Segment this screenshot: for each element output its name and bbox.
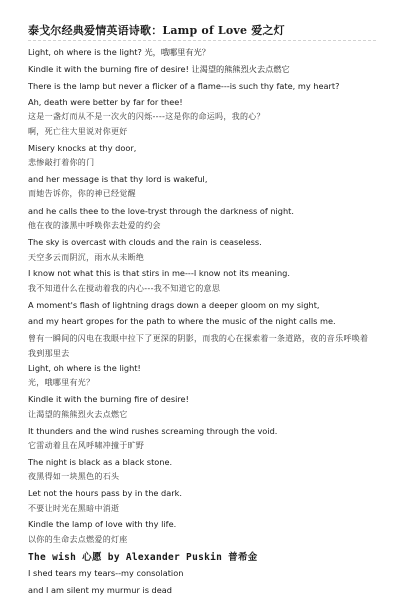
poem-line: A moment's flash of lightning drags down a deeper gloom on my sight, <box>28 300 320 310</box>
poem-line: 这是一盏灯而从不是一次火的闪烁----这是你的命运吗，我的心？ <box>28 112 265 121</box>
poem-line: and my heart gropes for the path to where the music of the night calls me. <box>28 316 336 326</box>
poem-line: and he calls thee to the love-tryst through the darkness of night. <box>28 206 294 216</box>
document-title: 泰戈尔经典爱情英语诗歌：Lamp of Love 爱之灯 <box>28 24 285 37</box>
section-title: The wish 心愿 by Alexander Puskin 普希金 <box>28 552 258 563</box>
poem-line: Let not the hours pass by in the dark. <box>28 488 182 498</box>
poem-line: I know not what this is that stirs in me---I know not its meaning. <box>28 268 290 278</box>
poem-line: 不要让时光在黑暗中消逝 <box>28 504 120 513</box>
poem-line: 我不知道什么在搅动着我的内心---我不知道它的意思 <box>28 284 221 293</box>
poem-line: Light, oh where is the light? 光，哦哪里有光？ <box>28 47 210 57</box>
poem-line: and her message is that thy lord is wakeful, <box>28 174 208 184</box>
poem-line: 天空多云而阴沉，雨水从未断绝 <box>28 253 145 262</box>
poem-line: Misery knocks at thy door, <box>28 143 137 153</box>
poem-line: 以你的生命去点燃爱的灯座 <box>28 535 128 544</box>
poem-line: 夜黑得如一块黑色的石头 <box>28 472 120 481</box>
poem-line: I shed tears my tears--my consolation <box>28 568 184 578</box>
poem-line: It thunders and the wind rushes screaming through the void. <box>28 426 278 436</box>
poem-line: The night is black as a black stone. <box>28 457 173 467</box>
title-divider <box>28 40 376 41</box>
poem-line: 它雷动着且在风呼啸冲撞于旷野 <box>28 441 145 450</box>
poem-line: There is the lamp but never a flicker of a flame---is such thy fate, my heart? <box>28 81 340 91</box>
poem-line: Kindle the lamp of love with thy life. <box>28 519 177 529</box>
poem-line: The sky is overcast with clouds and the rain is ceaseless. <box>28 237 262 247</box>
poem-line: and I am silent my murmur is dead <box>28 585 173 595</box>
poem-line: Light, oh where is the light! <box>28 363 141 373</box>
poem-line: 曾有一瞬间的闪电在我眼中拉下了更深的阴影，而我的心在探索着一条道路，夜的音乐呼唤着我到那里去 <box>28 334 369 358</box>
poem-line: 悲惨敲打着你的门 <box>28 158 95 167</box>
poem-line: 让渴望的熊熊烈火去点燃它 <box>28 410 128 419</box>
poem-line: 啊，死亡往大里说对你更好 <box>28 127 128 136</box>
poem-line: Ah, death were better by far for thee! <box>28 97 183 107</box>
poem-line: 而她告诉你，你的神已经觉醒 <box>28 189 136 198</box>
poem-line: 他在夜的漆黑中呼唤你去赴爱的约会 <box>28 221 161 230</box>
poem-line: Kindle it with the burning fire of desire! 让渴望的熊熊烈火去点燃它 <box>28 64 290 74</box>
poem-line: Kindle it with the burning fire of desire! <box>28 394 189 404</box>
poem-line: 光，哦哪里有光？ <box>28 378 95 387</box>
